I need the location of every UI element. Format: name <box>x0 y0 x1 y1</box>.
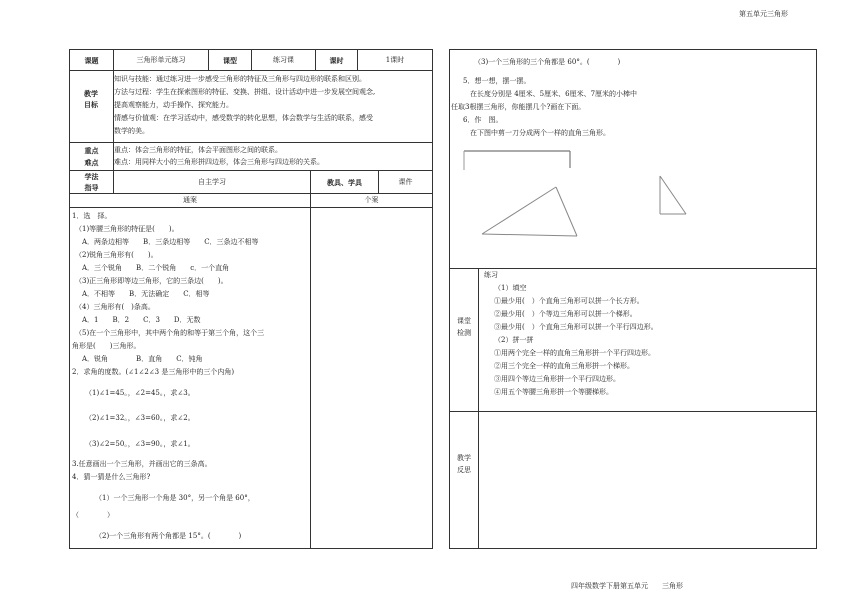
exercise-line: （2)∠1=32。，∠3=60。，求∠2。 <box>85 414 195 422</box>
check-line: ②用三个完全一样的直角三角形拼一个梯形。 <box>494 362 634 370</box>
goals-line: 数学的美。 <box>114 127 149 135</box>
difficult-point: 难点：用同样大小的三角形拼四边形，体会三角形与四边形的关系。 <box>114 158 324 166</box>
check-line: （1）填空 <box>494 284 527 292</box>
right-triangle-figure <box>656 172 690 242</box>
exercise-line: A．1 B．2 C．3 D．无数 <box>75 316 201 324</box>
difficult-label: 难点 <box>84 158 99 167</box>
exercise-line: A．不相等 B．无法确定 C．相等 <box>75 290 210 298</box>
hours-label: 课时 <box>329 56 344 65</box>
exercise-line: 4．猜一猜是什么三角形? <box>72 473 151 481</box>
right-line: 在长度分别是 4厘米、5厘米、6厘米、7厘米的小棒中 <box>463 90 638 98</box>
exercise-line: A．两条边相等 B．三条边相等 C．三条边不相等 <box>75 238 259 246</box>
exercise-line: （4）三角形有( )条高。 <box>75 303 155 311</box>
topic-label: 课题 <box>84 56 99 65</box>
check-line: ①最少用( ）个直角三角形可以拼一个长方形。 <box>494 297 644 305</box>
right-line: 任取3根摆三角形，你能摆几个?画在下面。 <box>451 103 586 111</box>
method-value: 自主学习 <box>198 178 226 186</box>
check-line: ③用四个等边三角形拼一个平行四边形。 <box>494 375 620 383</box>
check-line: ①用两个完全一样的直角三角形拼一个平行四边形。 <box>494 349 655 357</box>
goals-line: 情感与价值观：在学习活动中，感受数学的转化思想，体会数学与生活的联系，感受 <box>114 114 373 122</box>
goals-label: 教学目标 <box>84 89 98 109</box>
exercise-line: （1)∠1=45。，∠2=45。，求∠3。 <box>85 389 195 397</box>
type-label: 课型 <box>223 56 237 65</box>
exercise-line: 3.任意画出一个三角形，并画出它的三条高。 <box>72 460 212 468</box>
right-line: 5．想一想，摆一摆。 <box>463 77 531 85</box>
hours-value: 1课时 <box>385 56 405 64</box>
exercise-line: 角形是( )三角形。 <box>72 342 141 350</box>
right-line: 6．作 图。 <box>463 116 503 124</box>
exercise-line: （1)等腰三角形的特征是( )。 <box>75 225 179 233</box>
check-line: ④用五个等腰三角形拼一个等腰梯形。 <box>494 388 613 396</box>
reflection-label: 教学反思 <box>457 454 471 474</box>
exercise-line: A．三个锐角 B．二个锐角 c．一个直角 <box>75 264 230 272</box>
goals-line: 知识与技能：通过练习进一步感受三角形的特征及三角形与四边形的联系和区别。 <box>114 75 366 83</box>
page-footer: 四年级数学下册第五单元 三角形 <box>571 582 683 590</box>
exercise-line: 1．选 择。 <box>72 212 112 220</box>
key-point: 重点：体会三角形的特征，体会平面图形之间的联系。 <box>114 146 282 154</box>
right-line: （3)一个三角形的三个角都是 60°。( ) <box>474 58 621 66</box>
goals-line: 提高观察能力，动手操作、探究能力。 <box>114 101 233 109</box>
check-line: ③最少用( ）个直角三角形可以拼一个平行四边形。 <box>494 323 658 331</box>
check-line: 练习 <box>484 271 498 279</box>
right-line: 在下图中剪一刀分成两个一样的直角三角形。 <box>463 129 610 137</box>
tools-label: 教具、学具 <box>327 178 362 187</box>
exercise-line: （2)锐角三角形有( )。 <box>75 251 158 259</box>
method-label: 学法 <box>84 172 99 181</box>
classroom-check-label: 课堂检测 <box>457 317 471 337</box>
common-plan-header: 通案 <box>183 196 197 204</box>
type-value: 练习课 <box>273 56 294 64</box>
individual-plan-header: 个案 <box>364 196 379 204</box>
exercise-line: （3)∠2=50。，∠3=90。，求∠1。 <box>85 440 195 448</box>
method-label-2: 指导 <box>84 183 99 192</box>
exercise-line: （ ） <box>72 511 114 519</box>
check-line: （2）拼一拼 <box>494 336 534 344</box>
exercise-line: A．锐角 B．直角 C．钝角 <box>75 355 203 363</box>
goals-line: 方法与过程：学生在探索图形的特征、变换、拼组、设计活动中进一步发展空间观念, <box>114 88 376 96</box>
exercise-line: 2．求角的度数。(∠1∠2∠3 是三角形中的三个内角) <box>72 368 235 376</box>
page-header: 第五单元三角形 <box>739 10 788 18</box>
exercise-line: （1）一个三角形一个角是 30°，另一个角是 60°， <box>95 494 255 502</box>
exercise-line: （5)在一个三角形中，其中两个角的和等于第三个角，这个三 <box>75 329 265 337</box>
tools-value: 课件 <box>398 178 413 186</box>
check-line: ②最少用( ）个等边三角形可以拼一个梯形。 <box>494 310 637 318</box>
cut-triangle-figure <box>460 148 580 248</box>
topic-value: 三角形单元练习 <box>136 56 186 64</box>
exercise-line: （2)一个三角形有两个角都是 15°。( ) <box>95 532 242 540</box>
exercise-line: （3)正三角形即等边三角形，它的三条边( )。 <box>75 277 228 285</box>
key-label: 重点 <box>84 146 99 155</box>
